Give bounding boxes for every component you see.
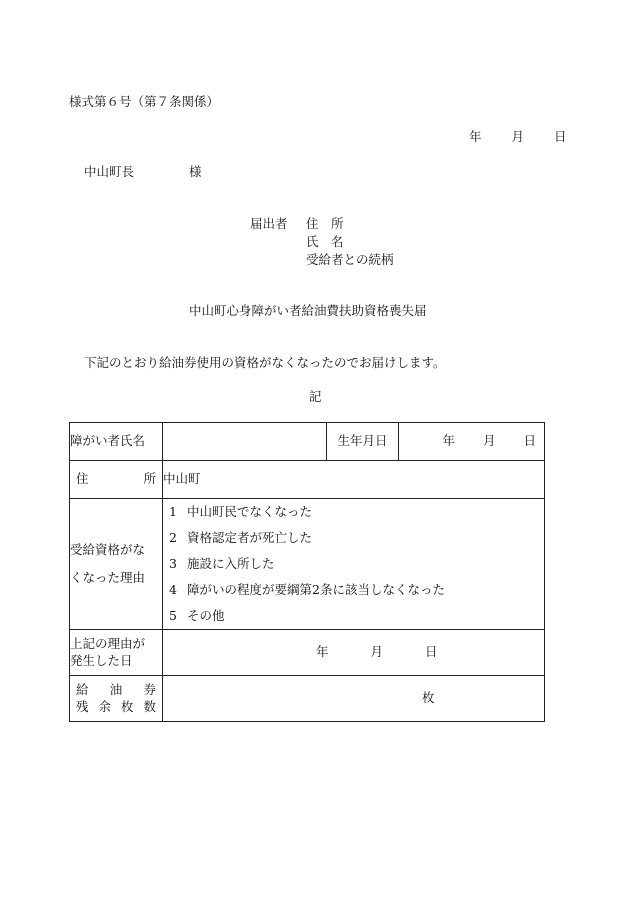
remaining-label-char: 数 <box>143 699 156 714</box>
occurrence-year: 年 <box>316 644 329 660</box>
applicant-label: 届出者 <box>250 216 288 231</box>
header-day: 日 <box>554 129 567 144</box>
remaining-label-char: 余 <box>98 699 111 714</box>
occurrence-label-line2: 発生した日 <box>70 653 133 668</box>
birth-day: 日 <box>523 433 536 449</box>
address-label <box>70 461 163 499</box>
birth-date-field[interactable] <box>399 423 545 461</box>
occurrence-date-label <box>70 630 163 676</box>
reason-number: 1 <box>169 503 177 519</box>
table-row <box>70 630 545 676</box>
address-label-b: 所 <box>143 471 156 487</box>
addressee <box>84 166 202 179</box>
remaining-label-char: 券 <box>143 681 156 697</box>
reason-label-line1: 受給資格がな <box>70 541 146 557</box>
reason-text: 資格認定者が死亡した <box>187 529 313 545</box>
form-table <box>69 422 545 722</box>
occurrence-date-field[interactable] <box>163 630 545 676</box>
reason-text: 障がいの程度が要綱第2条に該当しなくなった <box>187 581 445 597</box>
disabled-name-field[interactable] <box>163 423 327 461</box>
occurrence-label-line1: 上記の理由が <box>70 635 146 651</box>
document-title: 中山町心身障がい者給油費扶助資格喪失届 <box>189 303 427 318</box>
table-row <box>70 423 545 461</box>
remaining-label-char: 給 <box>76 681 89 697</box>
birth-year: 年 <box>442 433 455 449</box>
applicant-name-label: 氏 名 <box>306 234 344 249</box>
remaining-unit: 枚 <box>422 690 435 706</box>
reason-number: 4 <box>169 581 177 597</box>
reason-option[interactable] <box>169 499 544 525</box>
reason-number: 5 <box>169 607 177 623</box>
ki-heading: 記 <box>309 389 322 404</box>
disabled-name-label: 障がい者氏名 <box>70 423 163 461</box>
reason-option[interactable] <box>169 525 544 551</box>
birth-month: 月 <box>482 433 496 449</box>
address-label-a: 住 <box>76 471 89 487</box>
remaining-label-char: 枚 <box>120 699 134 714</box>
table-row <box>70 499 545 630</box>
remaining-tickets-field[interactable] <box>163 676 545 722</box>
header-year: 年 <box>469 129 482 144</box>
remaining-tickets-label <box>70 676 163 722</box>
reason-options <box>163 499 545 630</box>
reason-text: その他 <box>187 607 225 623</box>
addressee-name: 中山町長 <box>84 164 135 179</box>
form-number: 様式第６号（第７条関係） <box>69 94 220 109</box>
birth-date-label: 生年月日 <box>327 423 399 461</box>
table-row <box>70 676 545 722</box>
reason-label <box>70 499 163 630</box>
occurrence-day: 日 <box>425 644 438 660</box>
table-row <box>70 461 545 499</box>
remaining-label-char: 油 <box>109 681 123 697</box>
reason-option[interactable] <box>169 577 544 603</box>
reason-text: 施設に入所した <box>187 555 275 571</box>
body-text: 下記のとおり給油券使用の資格がなくなったのでお届けします。 <box>84 355 446 370</box>
address-field[interactable] <box>163 461 545 499</box>
header-date <box>469 131 567 144</box>
reason-number: 2 <box>169 529 177 545</box>
occurrence-month: 月 <box>370 644 384 660</box>
applicant-address-label: 住 所 <box>306 216 344 231</box>
reason-text: 中山町民でなくなった <box>187 503 313 519</box>
reason-label-line2: くなった理由 <box>70 570 146 585</box>
address-value: 中山町 <box>163 471 201 487</box>
header-month: 月 <box>511 129 525 144</box>
reason-number: 3 <box>169 555 177 571</box>
applicant-relation-label: 受給者との続柄 <box>306 252 394 267</box>
reason-option[interactable] <box>169 551 544 577</box>
addressee-honorific: 様 <box>189 164 202 179</box>
reason-option[interactable] <box>169 603 544 629</box>
remaining-label-char: 残 <box>76 699 89 714</box>
